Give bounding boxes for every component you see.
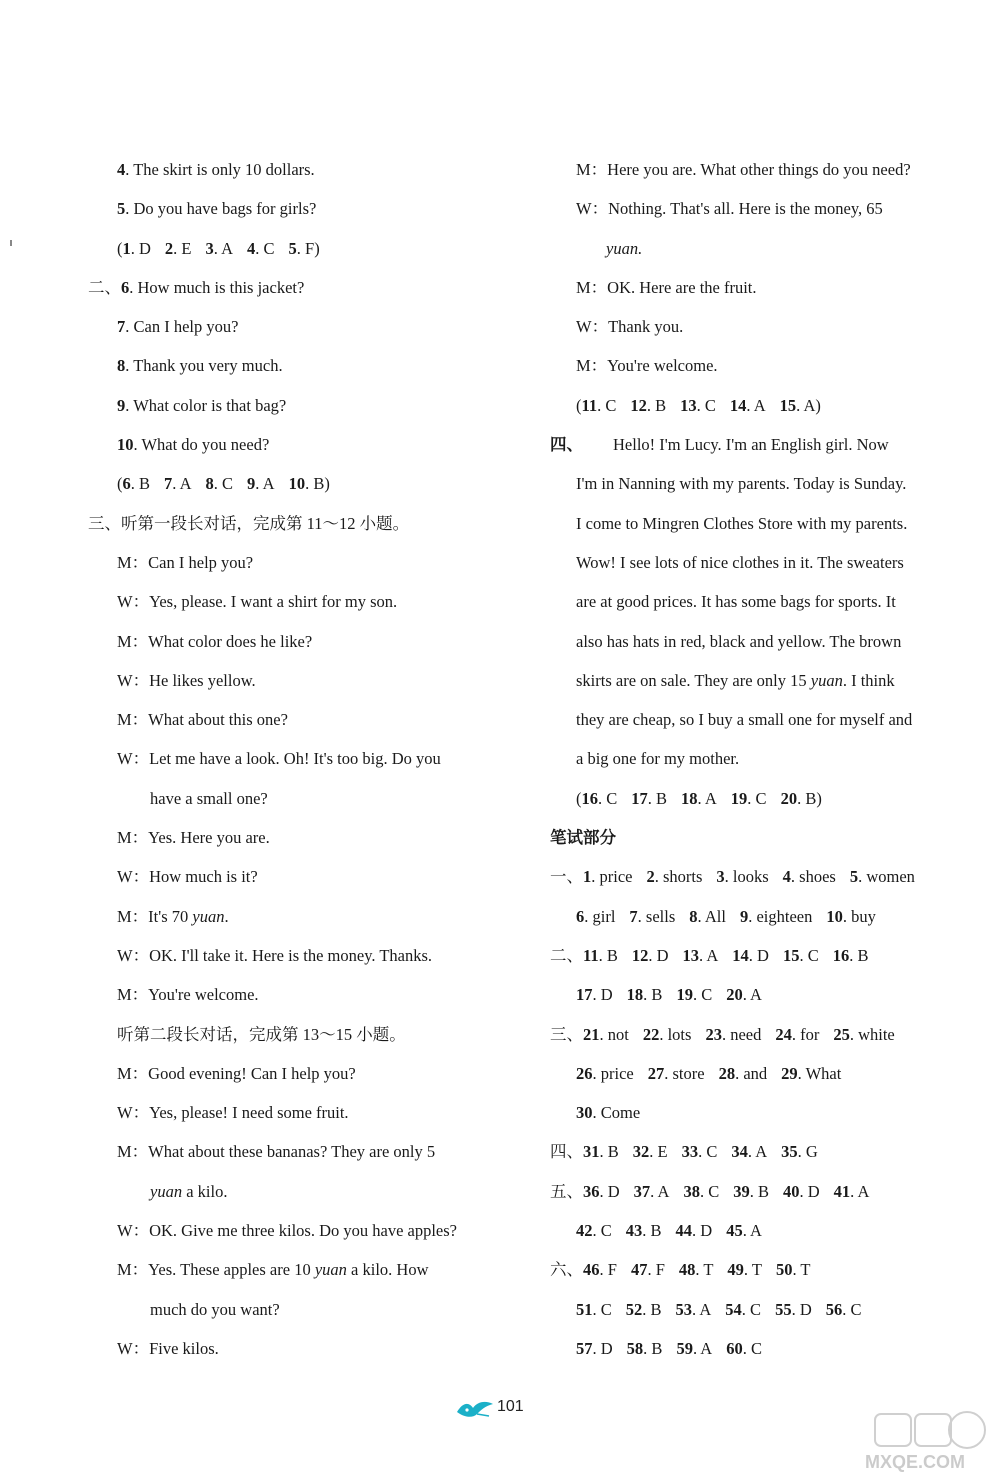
answer-line: 5. Do you have bags for girls? — [117, 199, 317, 219]
answer-item: 52. B — [625, 1299, 662, 1319]
dialogue-line: W：Let me have a look. Oh! It's too big. Do you — [117, 749, 441, 769]
answer-key-line — [550, 1172, 980, 1211]
section-heading: 三、听第一段长对话，完成第 11～12 小题。 — [88, 513, 410, 533]
dialogue-line: yuan. — [606, 238, 643, 258]
answer-item: 14. D — [732, 945, 769, 965]
section-prefix: 一、 — [550, 867, 583, 887]
section-prefix: 六、 — [550, 1260, 583, 1280]
dialogue-line: M：What about these bananas? They are only 5 — [117, 1142, 436, 1162]
dialogue-line: have a small one? — [150, 788, 268, 808]
answer-item: 19. C — [730, 788, 767, 808]
answer-item: 30. Come — [576, 1103, 641, 1123]
answer-item: 29. What — [781, 1063, 842, 1083]
answer-item: (16. C — [576, 788, 618, 808]
dialogue-line: M：You're welcome. — [576, 356, 718, 376]
section-prefix: 三、 — [550, 1024, 583, 1044]
answer-key-line — [550, 386, 980, 425]
dialogue-line: M：What color does he like? — [117, 631, 313, 651]
answer-key-line — [550, 975, 980, 1014]
answer-item: 24. for — [775, 1024, 820, 1044]
answer-item: 59. A — [676, 1338, 713, 1358]
answer-item: 17. B — [631, 788, 668, 808]
answer-item: 40. D — [782, 1181, 820, 1201]
section-prefix: 二、 — [550, 945, 583, 965]
answer-item: 9. A — [247, 474, 275, 494]
answer-item: 3. looks — [716, 867, 769, 887]
answer-item: 27. store — [647, 1063, 705, 1083]
dialogue-line: M：You're welcome. — [117, 985, 259, 1005]
answer-key-line — [550, 1093, 980, 1132]
answer-item: 42. C — [576, 1221, 612, 1241]
answer-item: 13. A — [682, 945, 719, 965]
dialogue-line: W：Yes, please. I want a shirt for my son. — [117, 592, 398, 612]
answer-item: 38. C — [683, 1181, 720, 1201]
answer-item: 21. not — [583, 1024, 629, 1044]
answer-key-line — [550, 1329, 980, 1368]
answer-item: 57. D — [576, 1338, 613, 1358]
answer-item: 20. B) — [780, 788, 822, 808]
answer-key-line — [550, 1250, 980, 1289]
answer-item: 32. E — [632, 1142, 668, 1162]
dialogue-line: much do you want? — [150, 1299, 280, 1319]
answer-item: 10. buy — [826, 906, 876, 926]
dialogue-line: W：Nothing. That's all. Here is the money, 65 — [576, 199, 883, 219]
answer-line: 4. The skirt is only 10 dollars. — [117, 160, 315, 179]
passage-line: also has hats in red, black and yellow. The brown — [576, 631, 902, 651]
answer-item: 12. B — [630, 395, 667, 415]
section-heading: 听第二段长对话，完成第 13～15 小题。 — [117, 1024, 406, 1044]
answer-item: 11. B — [583, 945, 618, 965]
answer-item: 2. E — [164, 238, 192, 258]
answer-line: 10. What do you need? — [117, 435, 270, 455]
dialogue-line: W：How much is it? — [117, 867, 258, 887]
answer-item: 1. price — [583, 867, 633, 887]
answer-item: 35. G — [781, 1142, 818, 1162]
answer-item: 41. A — [833, 1181, 870, 1201]
answer-item: 54. C — [725, 1299, 762, 1319]
passage-line: I come to Mingren Clothes Store with my parents. — [576, 513, 908, 533]
answer-item: 46. F — [583, 1260, 617, 1280]
passage-line: skirts are on sale. They are only 15 yuan. I think — [576, 670, 895, 690]
margin-mark — [10, 240, 12, 246]
answer-item: (1. D — [117, 238, 151, 258]
svg-text:MXQE.COM: MXQE.COM — [864, 1452, 965, 1472]
section-line: 二、6. How much is this jacket? — [88, 277, 305, 297]
answer-item: 60. C — [726, 1338, 762, 1358]
passage-line: 四、 Hello! I'm Lucy. I'm an English girl. Now — [550, 435, 889, 455]
dialogue-line: M：What about this one? — [117, 710, 288, 730]
dialogue-line: M：It's 70 yuan. — [117, 906, 229, 926]
dialogue-line: W：OK. Give me three kilos. Do you have apples? — [117, 1221, 457, 1241]
section-heading: 笔试部分 — [550, 828, 616, 848]
answer-item: 3. A — [205, 238, 234, 258]
answer-item: 43. B — [625, 1221, 662, 1241]
answer-item: 37. A — [633, 1181, 670, 1201]
dialogue-line: yuan a kilo. — [150, 1181, 228, 1201]
answer-item: 39. B — [733, 1181, 769, 1201]
answer-item: 13. C — [680, 395, 716, 415]
answer-item: 47. F — [630, 1260, 665, 1280]
answer-item: 49. T — [727, 1260, 762, 1280]
answer-item: 4. shoes — [782, 867, 836, 887]
answer-item: (6. B — [117, 474, 151, 494]
dialogue-line: M：Yes. These apples are 10 yuan a kilo. How — [117, 1260, 429, 1280]
answer-item: 19. C — [676, 985, 713, 1005]
answer-item: 9. eighteen — [739, 906, 813, 926]
answer-key-line — [550, 857, 980, 896]
dialogue-line: M：Can I help you? — [117, 552, 254, 572]
dialogue-line: W：Yes, please! I need some fruit. — [117, 1103, 349, 1123]
answer-item: 28. and — [718, 1063, 768, 1083]
answer-item: 17. D — [576, 985, 613, 1005]
answer-item: 8. C — [205, 474, 234, 494]
answer-item: 20. A — [726, 985, 762, 1005]
page-number: 101 — [497, 1398, 524, 1415]
passage-line: they are cheap, so I buy a small one for myself and — [576, 710, 913, 730]
answer-key-line — [550, 1211, 980, 1250]
answer-key-line — [550, 897, 980, 936]
answer-item: 36. D — [583, 1181, 620, 1201]
answer-item: 10. B) — [288, 474, 330, 494]
dialogue-line: M：Here you are. What other things do you need? — [576, 160, 911, 179]
dialogue-line: M：Good evening! Can I help you? — [117, 1063, 356, 1083]
passage-line: are at good prices. It has some bags for sports. It — [576, 592, 896, 612]
answer-item: 16. B — [832, 945, 869, 965]
answer-key-line — [88, 229, 518, 268]
answer-item: 14. A — [729, 395, 766, 415]
answer-item: 48. T — [678, 1260, 714, 1280]
answer-key-line — [88, 464, 518, 503]
answer-item: 55. D — [775, 1299, 812, 1319]
passage-line: a big one for my mother. — [576, 749, 740, 769]
answer-item: 26. price — [576, 1063, 634, 1083]
passage-line: Wow! I see lots of nice clothes in it. The sweaters — [576, 552, 904, 572]
answer-line: 8. Thank you very much. — [117, 356, 283, 376]
answer-line: 9. What color is that bag? — [117, 395, 287, 415]
answer-item: 34. A — [731, 1142, 768, 1162]
answer-item: 23. need — [705, 1024, 762, 1044]
answer-line: 7. Can I help you? — [117, 317, 239, 337]
answer-item: 12. D — [631, 945, 669, 965]
answer-item: 33. C — [681, 1142, 718, 1162]
bird-logo-icon — [455, 1398, 495, 1425]
dialogue-line: W：OK. I'll take it. Here is the money. Thanks. — [117, 945, 433, 965]
answer-item: 8. All — [689, 906, 726, 926]
answer-item: 5. women — [849, 867, 915, 887]
answer-item: 53. A — [675, 1299, 712, 1319]
answer-key-line — [550, 936, 980, 975]
answer-item: 5. F) — [288, 238, 320, 258]
answer-item: 4. C — [247, 238, 275, 258]
right-column — [550, 150, 980, 1368]
answer-key-line — [550, 1054, 980, 1093]
dialogue-line: W：He likes yellow. — [117, 670, 256, 690]
dialogue-line: M：OK. Here are the fruit. — [576, 277, 757, 297]
answer-item: 6. girl — [576, 906, 616, 926]
answer-item: 51. C — [576, 1299, 612, 1319]
answer-item: 25. white — [833, 1024, 895, 1044]
answer-key-line — [550, 1132, 980, 1171]
dialogue-line: W：Thank you. — [576, 317, 684, 337]
passage-line: I'm in Nanning with my parents. Today is Sunday. — [576, 474, 907, 494]
answer-item: 56. C — [825, 1299, 862, 1319]
answer-item: 22. lots — [642, 1024, 692, 1044]
watermark-logo — [815, 1408, 995, 1472]
section-prefix: 五、 — [550, 1181, 583, 1201]
answer-item: 2. shorts — [646, 867, 703, 887]
answer-item: 15. C — [782, 945, 819, 965]
answer-item: 44. D — [675, 1221, 713, 1241]
dialogue-line: W：Five kilos. — [117, 1338, 219, 1358]
answer-item: 18. A — [681, 788, 717, 808]
answer-item: 7. sells — [629, 906, 676, 926]
answer-key-line — [550, 1290, 980, 1329]
answer-item: 18. B — [626, 985, 663, 1005]
answer-item: 45. A — [726, 1221, 762, 1241]
answer-item: 15. A) — [779, 395, 821, 415]
dialogue-line: M：Yes. Here you are. — [117, 828, 270, 848]
answer-item: 7. A — [164, 474, 192, 494]
answer-key-line — [550, 1015, 980, 1054]
answer-item: 50. T — [775, 1260, 811, 1280]
section-prefix: 四、 — [550, 1142, 583, 1162]
answer-item: (11. C — [576, 395, 617, 415]
answer-item: 58. B — [626, 1338, 663, 1358]
answer-item: 31. B — [583, 1142, 619, 1162]
left-column — [88, 150, 518, 1368]
answer-key-line — [550, 779, 980, 818]
